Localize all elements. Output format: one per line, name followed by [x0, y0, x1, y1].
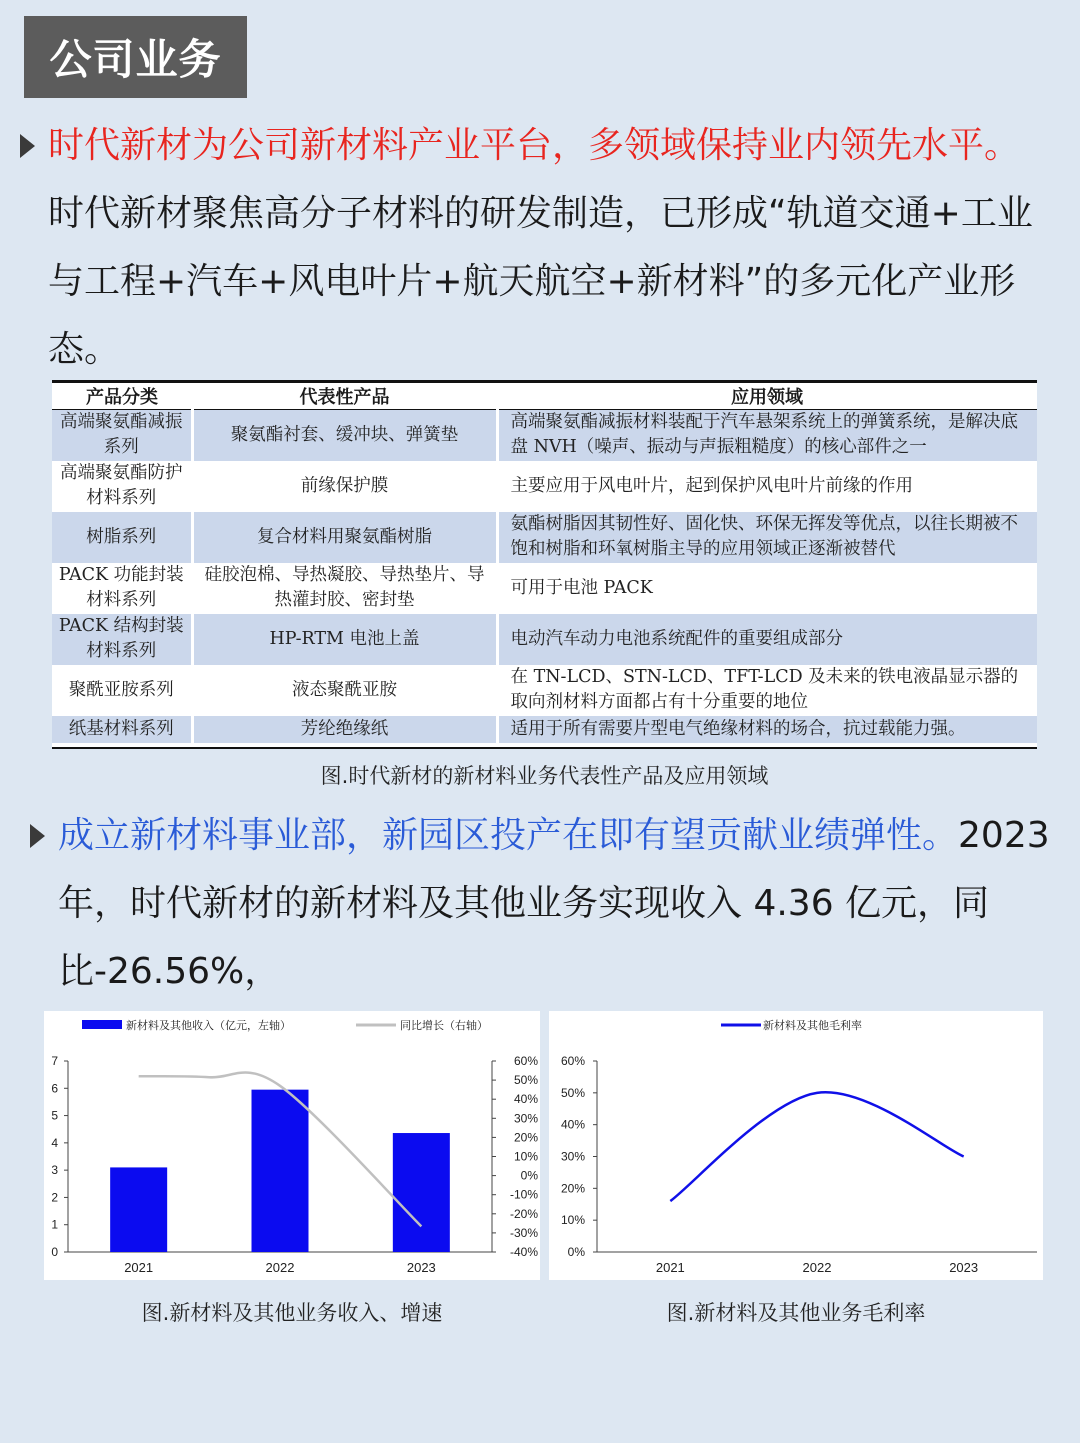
x-tick-label: 2023 — [949, 1260, 979, 1275]
section-1-highlight: 时代新材为公司新材料产业平台，多领域保持业内领先水平。 — [48, 125, 1021, 166]
table-cell: 高端聚氨酯防护材料系列 — [52, 461, 192, 512]
table-cell: PACK 结构封装材料系列 — [52, 614, 192, 665]
page-title: 公司业务 — [24, 16, 247, 98]
table-cell: 聚酰亚胺系列 — [52, 665, 192, 716]
revenue-growth-chart — [44, 1011, 540, 1280]
y-tick-label-left: 1 — [51, 1217, 58, 1232]
y-tick-label-right: 20% — [513, 1130, 538, 1145]
y-tick-label-left: 3 — [51, 1163, 58, 1178]
y-tick-label: 20% — [560, 1181, 585, 1196]
y-tick-label-left: 6 — [51, 1081, 58, 1096]
table-cell: 电动汽车动力电池系统配件的重要组成部分 — [497, 614, 1037, 665]
gross-margin-chart-svg — [549, 1011, 1043, 1280]
table-cell: 聚氨酯衬套、缓冲块、弹簧垫 — [192, 410, 497, 461]
section-2-paragraph — [58, 802, 1058, 1006]
gross-margin-line — [670, 1092, 963, 1201]
x-tick-label: 2022 — [802, 1260, 832, 1275]
margin-chart-caption: 图.新材料及其他业务毛利率 — [666, 1301, 926, 1325]
revenue-bar — [393, 1133, 450, 1252]
table-header: 产品分类 — [52, 383, 192, 410]
revenue-chart-caption: 图.新材料及其他业务收入、增速 — [141, 1301, 443, 1325]
y-tick-label: 40% — [560, 1117, 585, 1132]
table-row — [52, 665, 1037, 716]
y-tick-label-right: 10% — [513, 1149, 538, 1164]
legend-label: 同比增长（右轴） — [400, 1020, 488, 1032]
table-row — [52, 512, 1037, 563]
y-tick-label: 0% — [567, 1245, 585, 1259]
x-tick-label: 2022 — [265, 1260, 295, 1275]
table-cell: 硅胶泡棉、导热凝胶、导热垫片、导热灌封胶、密封垫 — [192, 563, 497, 614]
table-cell: 主要应用于风电叶片，起到保护风电叶片前缘的作用 — [510, 475, 913, 496]
table-cell: 可用于电池 PACK — [510, 577, 653, 598]
section-2-body: 2023 年，时代新材的新材料及其他业务实现收入 4.36 亿元，同比-26.56%， — [58, 815, 1050, 992]
gross-margin-chart — [549, 1011, 1043, 1280]
section-2-highlight: 成立新材料事业部，新园区投产在即有望贡献业绩弹性。 — [58, 815, 959, 856]
table-cell: 氨酯树脂因其韧性好、固化快、环保无挥发等优点，以往长期被不饱和树脂和环氧树脂主导的应用领域正逐渐被替代 — [497, 512, 1037, 563]
table-row — [52, 461, 1037, 512]
x-tick-label: 2023 — [406, 1260, 436, 1275]
y-tick-label-left: 5 — [51, 1108, 58, 1123]
legend-label: 新材料及其他收入（亿元，左轴） — [126, 1020, 291, 1032]
y-tick-label: 60% — [560, 1054, 585, 1068]
table-row — [52, 716, 1037, 743]
product-table — [52, 380, 1037, 749]
table-cell: 适用于所有需要片型电气绝缘材料的场合，抗过载能力强。 — [497, 716, 1037, 743]
table-row — [52, 563, 1037, 614]
x-tick-label: 2021 — [124, 1260, 154, 1275]
table-header: 代表性产品 — [192, 383, 497, 410]
y-tick-label-left: 7 — [51, 1054, 58, 1068]
table-cell: 纸基材料系列 — [52, 716, 192, 743]
revenue-bar — [110, 1167, 167, 1252]
legend-label: 新材料及其他毛利率 — [763, 1020, 862, 1032]
revenue-bar — [252, 1090, 309, 1252]
y-tick-label-left: 0 — [51, 1245, 58, 1259]
legend-bar-swatch — [82, 1020, 122, 1029]
table-cell: PACK 功能封装材料系列 — [52, 563, 192, 614]
table-cell: HP-RTM 电池上盖 — [192, 614, 497, 665]
section-1-paragraph — [48, 112, 1048, 384]
table-header: 应用领域 — [497, 383, 1037, 410]
y-tick-label: 10% — [560, 1213, 585, 1228]
revenue-growth-chart-svg — [44, 1011, 540, 1280]
table-cell: 复合材料用聚氨酯树脂 — [192, 512, 497, 563]
bullet-triangle-icon — [30, 824, 45, 848]
y-tick-label-right: 50% — [513, 1073, 538, 1088]
table-row — [52, 614, 1037, 665]
x-tick-label: 2021 — [655, 1260, 685, 1275]
y-tick-label-right: -10% — [509, 1187, 538, 1202]
table-cell: 高端聚氨酯减振系列 — [52, 410, 192, 461]
y-tick-label-right: 60% — [513, 1054, 538, 1068]
y-tick-label: 30% — [560, 1149, 585, 1164]
y-tick-label-right: 0% — [520, 1168, 538, 1183]
table-cell: 在 TN-LCD、STN-LCD、TFT-LCD 及未来的铁电液晶显示器的取向剂材料方面都占有十分重要的地位 — [510, 667, 1019, 712]
y-tick-label-right: -30% — [509, 1225, 538, 1240]
bullet-triangle-icon — [20, 134, 35, 158]
table-cell: 芳纶绝缘纸 — [192, 716, 497, 743]
table-cell: 高端聚氨酯减振材料装配于汽车悬架系统上的弹簧系统，是解决底盘 NVH（噪声、振动与声振粗糙度）的核心部件之一 — [497, 410, 1037, 461]
table-cell: 液态聚酰亚胺 — [192, 665, 497, 716]
table-cell: 树脂系列 — [52, 512, 192, 563]
y-tick-label-right: -20% — [509, 1206, 538, 1221]
y-tick-label: 50% — [560, 1085, 585, 1100]
y-tick-label-right: 30% — [513, 1111, 538, 1126]
table-cell: 前缘保护膜 — [192, 461, 497, 512]
table-caption: 图.时代新材的新材料业务代表性产品及应用领域 — [320, 764, 769, 788]
section-1-body: 时代新材聚焦高分子材料的研发制造，已形成“轨道交通+工业与工程+汽车+风电叶片+航天航空+新材料”的多元化产业形态。 — [48, 193, 1033, 370]
y-tick-label-left: 4 — [51, 1135, 58, 1150]
y-tick-label-left: 2 — [51, 1190, 58, 1205]
y-tick-label-right: 40% — [513, 1092, 538, 1107]
table-row — [52, 410, 1037, 461]
y-tick-label-right: -40% — [509, 1245, 538, 1259]
